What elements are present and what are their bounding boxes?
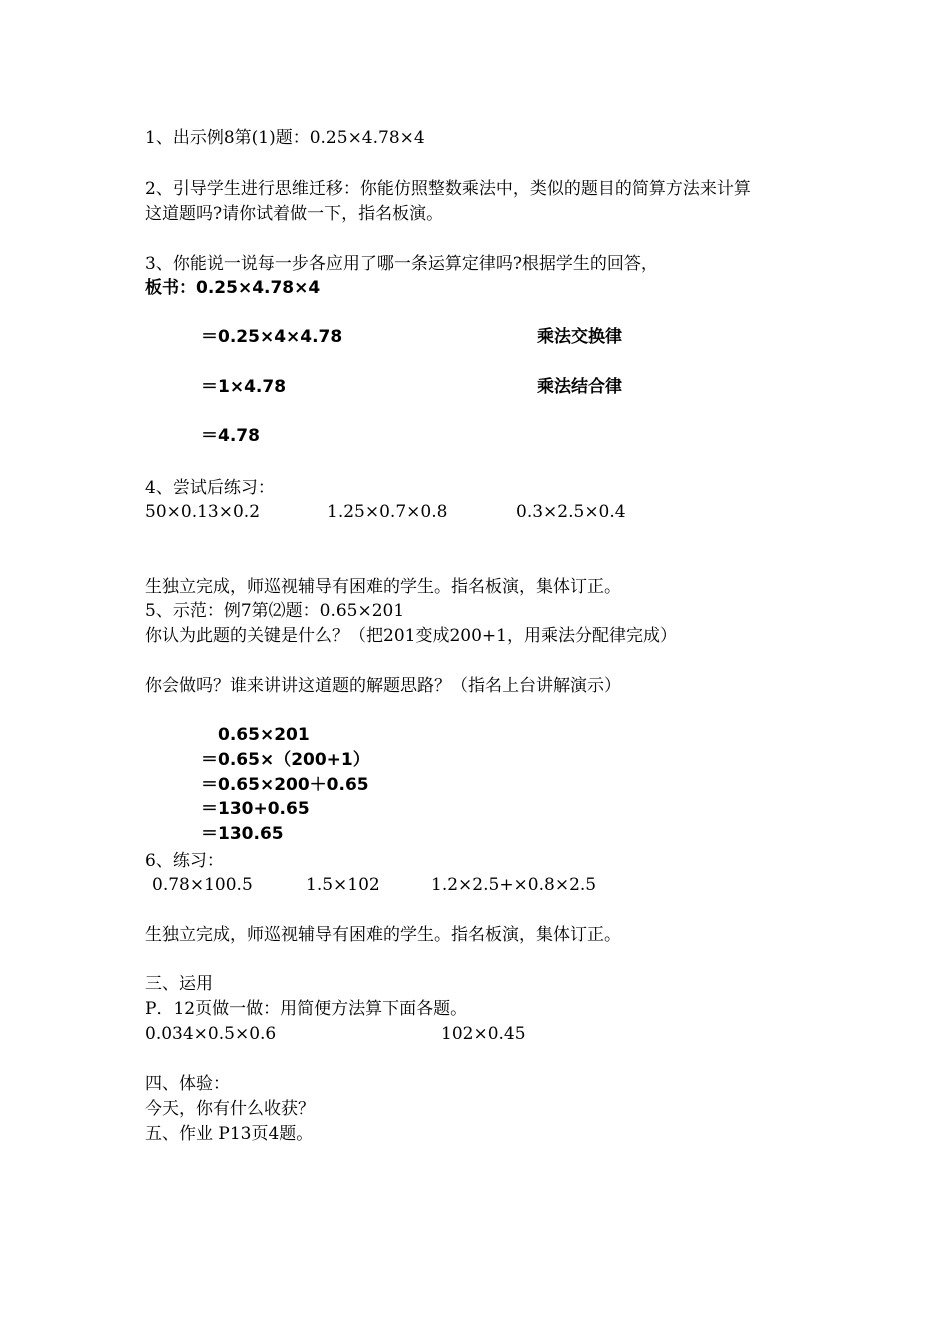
step-1: 1、出示例8第(1)题：0.25×4.78×4 xyxy=(145,128,425,148)
example-5-step-1: 0.65×201 xyxy=(218,725,310,745)
section-3-line: P．12页做一做：用简便方法算下面各题。 xyxy=(145,999,468,1019)
section-4-title: 四、体验： xyxy=(145,1074,230,1094)
practice-4-title: 4、尝试后练习： xyxy=(145,478,275,498)
example-5-title: 5、示范：例7第⑵题：0.65×201 xyxy=(145,601,405,621)
section-5: 五、作业 P13页4题。 xyxy=(145,1124,314,1144)
board-law-2: 乘法结合律 xyxy=(537,377,622,397)
practice-6-item-1: 0.78×100.5 xyxy=(152,875,253,895)
example-5-step-4: ＝130+0.65 xyxy=(201,799,310,819)
example-5-step-2: ＝0.65×（200+1） xyxy=(201,750,370,770)
section-3-title: 三、运用 xyxy=(145,974,213,994)
section-4-line: 今天，你有什么收获？ xyxy=(145,1099,315,1119)
section-3-item-1: 0.034×0.5×0.6 xyxy=(145,1024,277,1044)
practice-6-title: 6、练习： xyxy=(145,851,224,871)
example-5-question-1: 你认为此题的关键是什么？（把201变成200+1，用乘法分配律完成） xyxy=(145,626,677,646)
section-3-item-2: 102×0.45 xyxy=(441,1024,526,1044)
board-expr-1: ＝0.25×4×4.78 xyxy=(201,327,343,347)
board-law-1: 乘法交换律 xyxy=(537,327,622,347)
board-expr-3: ＝4.78 xyxy=(201,426,260,446)
example-5-question-2: 你会做吗？谁来讲讲这道题的解题思路？（指名上台讲解演示） xyxy=(145,676,621,696)
board-expr-2: ＝1×4.78 xyxy=(201,377,287,397)
practice-6-item-3: 1.2×2.5+×0.8×2.5 xyxy=(431,875,597,895)
practice-4-item-1: 50×0.13×0.2 xyxy=(145,502,261,522)
note-2: 生独立完成，师巡视辅导有困难的学生。指名板演，集体订正。 xyxy=(145,925,621,945)
step-2-line-1: 2、引导学生进行思维迁移：你能仿照整数乘法中，类似的题目的简算方法来计算 xyxy=(145,179,751,199)
example-5-step-5: ＝130.65 xyxy=(201,824,284,844)
practice-4-item-2: 1.25×0.7×0.8 xyxy=(327,502,448,522)
board-intro: 板书：0.25×4.78×4 xyxy=(145,278,321,298)
example-5-step-3: ＝0.65×200＋0.65 xyxy=(201,775,369,795)
note-1: 生独立完成，师巡视辅导有困难的学生。指名板演，集体订正。 xyxy=(145,577,621,597)
step-2-line-2: 这道题吗?请你试着做一下，指名板演。 xyxy=(145,204,444,224)
practice-6-item-2: 1.5×102 xyxy=(306,875,380,895)
practice-4-item-3: 0.3×2.5×0.4 xyxy=(516,502,626,522)
step-3: 3、你能说一说每一步各应用了哪一条运算定律吗?根据学生的回答， xyxy=(145,254,658,274)
